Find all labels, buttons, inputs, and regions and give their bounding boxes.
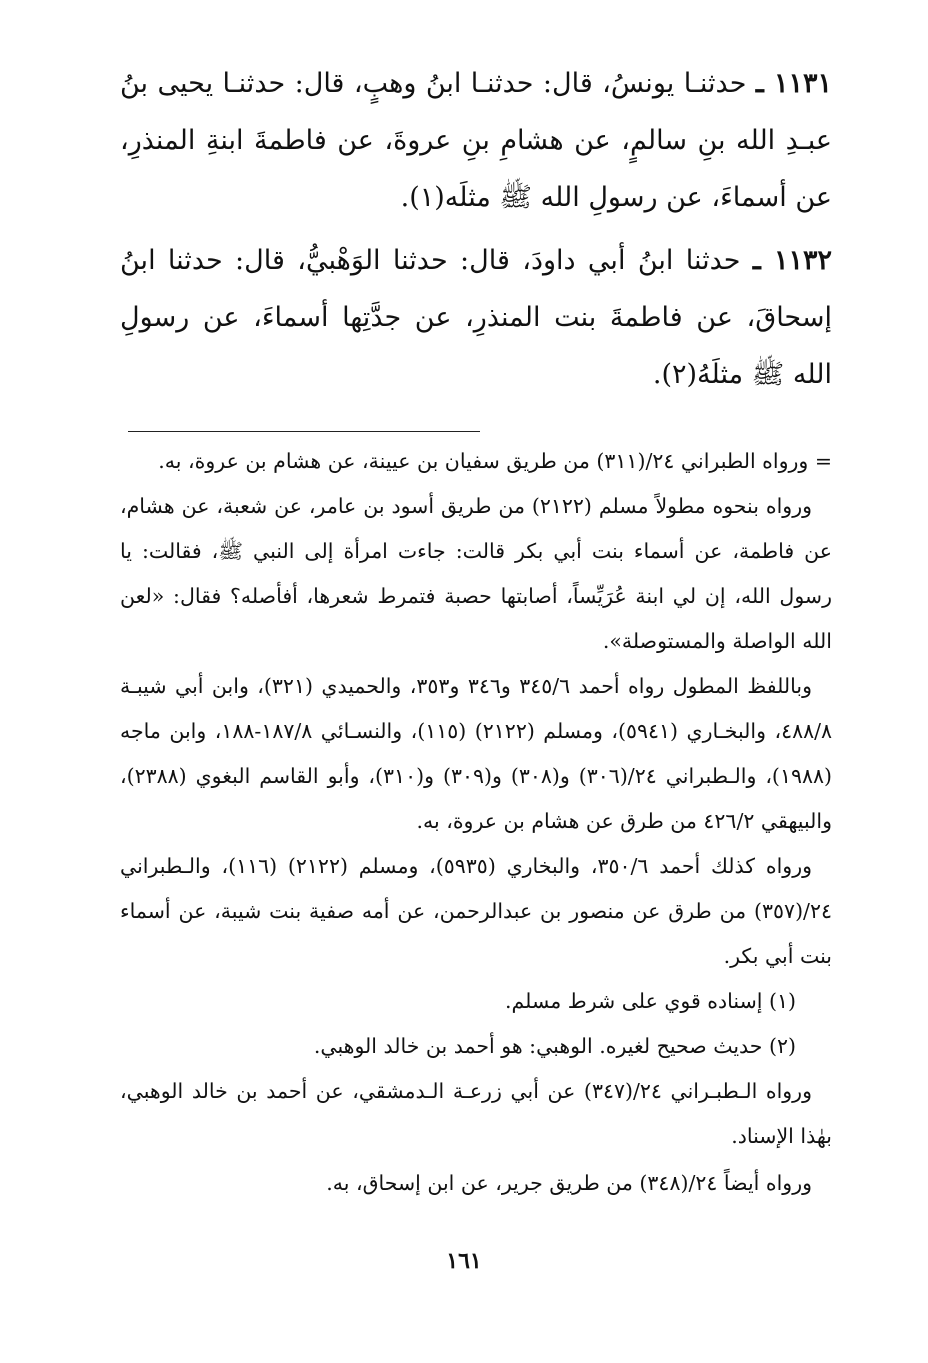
page-body	[120, 55, 832, 1206]
footnote-paragraph: ورواه بنحوه مطولاً مسلم (٢١٢٢) من طريق أسود بن عامر، عن شعبة، عن هشام، عن فاطمة، عن أسماء بنت أبي بكر قالت: جاءت امرأة إلى النبي ﷺ، فقالت: يا رسول الله، إن لي ابنة عُرَيِّساً، أصابتها حصبة فتمرط شعرها، أفأصله؟ فقال: «لعن الله الواصلة والمستوصلة».	[120, 494, 832, 653]
footnote-paragraph: ورواه الـطبـراني ٢٤/(٣٤٧) عن أبي زرعـة الـدمشقي، عن أحمد بن خالد الوهبي، بهٰذا الإسناد.	[120, 1079, 832, 1148]
footnote-divider	[128, 431, 480, 432]
footnote-continuation: = ورواه الطبراني ٢٤/(٣١١) من طريق سفيان بن عيينة، عن هشام بن عروة، به.	[158, 449, 832, 473]
hadith-number: ١١٣١ ـ	[755, 68, 832, 99]
footnote-paragraph: ورواه أيضاً ٢٤/(٣٤٨) من طريق جرير، عن ابن إسحاق، به.	[326, 1171, 812, 1195]
hadith-text: حدثنـا يونسُ، قال: حدثنـا ابنُ وهبٍ، قال: حدثنـا يحيى بنُ عبـدِ الله بنِ سالمٍ، عن هشامِ بنِ عروةَ، عن فاطمةَ ابنةِ المنذرِ، عن أسماءَ، عن رسولِ الله ﷺ مثلَه(١).	[120, 68, 832, 213]
footnote-paragraph: وباللفظ المطول رواه أحمد ٣٤٥/٦ و٣٤٦ و٣٥٣، والحميدي (٣٢١)، وابن أبي شيبـة ٤٨٨/٨، والبخـاري (٥٩٤١)، ومسلم (٢١٢٢) (١١٥)، والنسـائي ١٨٧/٨-١٨٨، وابن ماجه (١٩٨٨)، والـطبراني ٢٤/(٣٠٦) و(٣٠٨) و(٣٠٩) و(٣١٠)، وأبو القاسم البغوي (٢٣٨٨)، والبيهقي ٤٢٦/٢ من طرق عن هشام بن عروة، به.	[120, 674, 833, 833]
hadith-text: حدثنا ابنُ أبي داودَ، قال: حدثنا الوَهْبيُّ، قال: حدثنا ابنُ إسحاقَ، عن فاطمةَ بنت المنذرِ، عن جدَّتِها أسماءَ، عن رسولِ الله ﷺ مثلَهُ(٢).	[120, 245, 832, 390]
footnote-paragraph: ورواه كذلك أحمد ٣٥٠/٦، والبخاري (٥٩٣٥)، ومسلم (٢١٢٢) (١١٦)، والـطبراني ٢٤/(٣٥٧) من طرق عن منصور بن عبدالرحمن، عن أمه صفية بنت شيبة، عن أسماء بنت أبي بكر.	[120, 854, 832, 968]
footnote-note-2: (٢) حديث صحيح لغيره. الوهبي: هو أحمد بن خالد الوهبي.	[313, 1034, 796, 1058]
footnote-note-1: (١) إسناده قوي على شرط مسلم.	[505, 989, 796, 1013]
page-number: ١٦١	[446, 1248, 482, 1274]
footnote-divider-area	[120, 409, 832, 439]
hadith-number: ١١٣٢ ـ	[752, 245, 833, 276]
hadith-1132	[120, 232, 832, 403]
hadith-1131	[120, 55, 832, 226]
